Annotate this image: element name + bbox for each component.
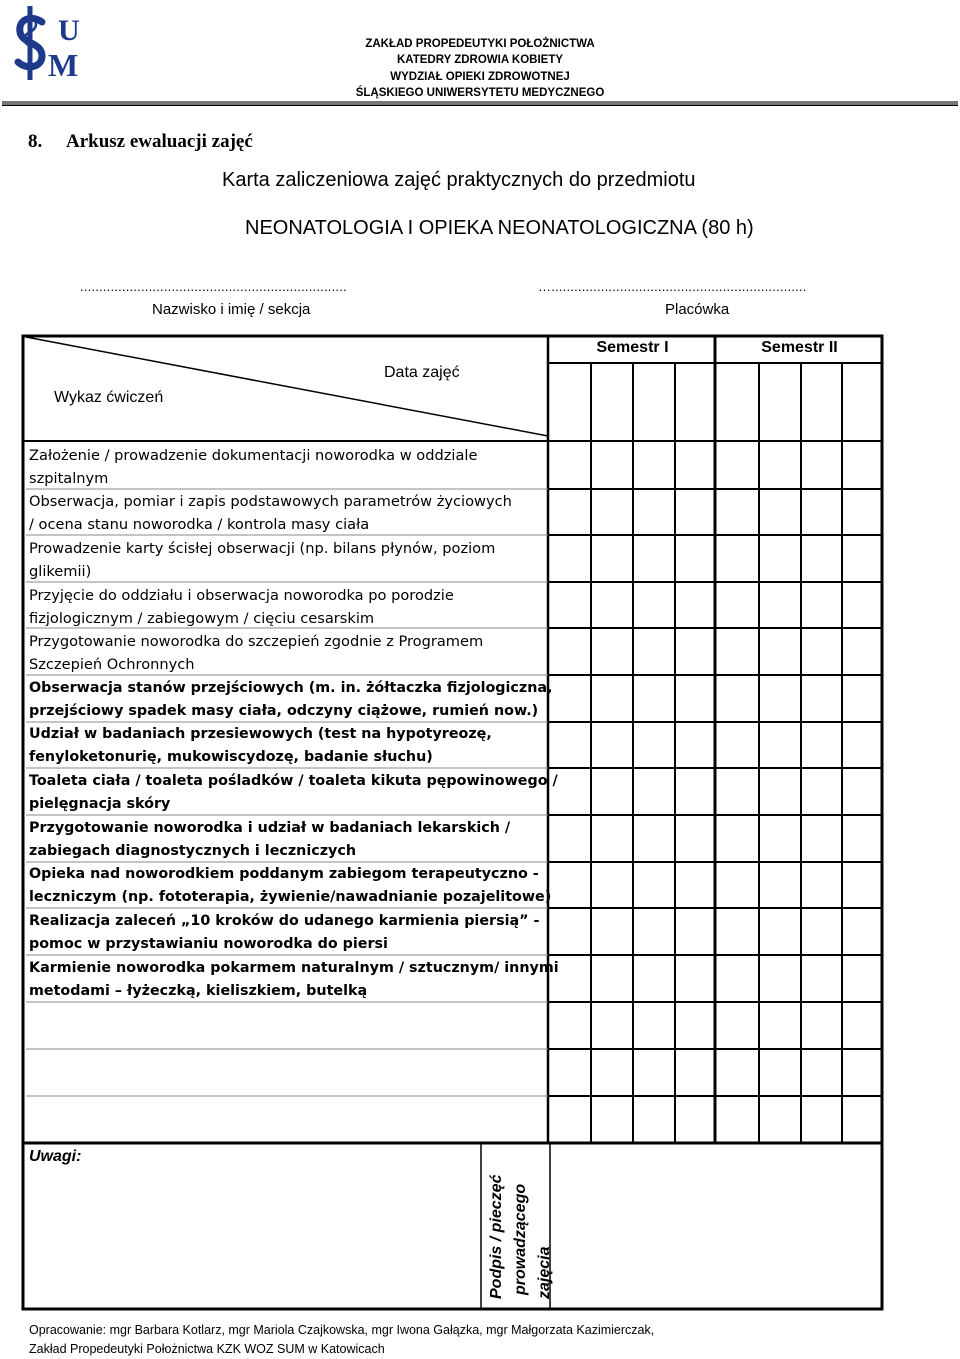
semester-1-label: Semestr I (596, 339, 669, 356)
name-label: Nazwisko i imię / sekcja (152, 301, 311, 318)
section-number: 8. (28, 131, 43, 152)
subject-title: NEONATOLOGIA I OPIEKA NEONATOLOGICZNA (80 h) (245, 217, 754, 239)
exercise-line: leczniczym (np. fototerapia, żywienie/nawadnianie pozajelitowe) (29, 889, 552, 905)
exercise-line: Udział w badaniach przesiewowych (test na hypotyreozę, (29, 726, 492, 742)
exercise-line: fenyloketonurię, mukowiscydozę, badanie słuchu) (29, 749, 433, 765)
exercise-row (29, 723, 549, 769)
exercise-line: metodami – łyżeczką, kieliszkiem, butelką (29, 983, 368, 999)
date-column-lines (591, 336, 842, 1143)
exercise-line: Prowadzenie karty ścisłej obserwacji (np. bilans płynów, poziom (29, 540, 496, 557)
org-line: WYDZIAŁ OPIEKI ZDROWOTNEJ (390, 70, 570, 83)
exercise-line: Przygotowanie noworodka do szczepień zgodnie z Programem (29, 633, 484, 650)
exercise-line: pielęgnacja skóry (29, 796, 171, 812)
exercise-row (29, 444, 549, 490)
footer-line: Opracowanie: mgr Barbara Kotlarz, mgr Mariola Czajkowska, mgr Iwona Gałązka, mgr Małgorzata Kazimierczak, (29, 1323, 655, 1337)
exercise-line: fizjologicznym / zabiegowym / cięciu cesarskim (29, 610, 375, 627)
signature-line: prowadzącego (512, 1183, 529, 1295)
exercise-line: Przygotowanie noworodka i udział w badaniach lekarskich / (29, 820, 511, 836)
exercise-row (29, 677, 553, 723)
exercise-line: / ocena stanu noworodka / kontrola masy ciała (29, 516, 370, 533)
exercise-line: Karmienie noworodka pokarmem naturalnym / sztucznym/ innymi (29, 960, 559, 976)
semester-2-label: Semestr II (761, 339, 838, 356)
exercise-row (29, 537, 549, 583)
signature-area[interactable] (486, 1165, 552, 1300)
exercise-row (29, 584, 549, 630)
exercise-line: Założenie / prowadzenie dokumentacji noworodka w oddziale (29, 447, 478, 464)
header-diagonal (26, 337, 548, 436)
exercises-label: Wykaz ćwiczeń (54, 389, 164, 406)
exercise-row (29, 863, 552, 909)
logo-letter-u: U (58, 14, 80, 47)
footer-line: Zakład Propedeutyki Położnictwa KZK WOZ SUM w Katowicach (29, 1342, 385, 1356)
exercise-line: Szczepień Ochronnych (29, 656, 195, 673)
exercise-line: zabiegach diagnostycznych i leczniczych (29, 843, 357, 859)
exercise-line: glikemii) (29, 563, 92, 580)
section-title: Arkusz ewaluacji zajęć (66, 131, 253, 152)
signature-line: zajęcia (536, 1246, 553, 1299)
exercise-line: przejściowy spadek masy ciała, odczyny ciążowe, rumień now.) (29, 703, 539, 719)
exercise-line: szpitalnym (29, 470, 109, 487)
remarks-label: Uwagi: (29, 1148, 82, 1165)
exercise-line: Obserwacja stanów przejściowych (m. in. żółtaczka fizjologiczna, (29, 680, 553, 696)
org-line: KATEDRY ZDROWIA KOBIETY (396, 54, 564, 67)
org-line: ZAKŁAD PROPEDEUTYKI POŁOŻNICTWA (365, 38, 595, 50)
exercise-row (29, 910, 549, 956)
exercise-row (29, 770, 558, 816)
logo-letter-m: M (48, 47, 79, 83)
exercise-line: Przyjęcie do oddziału i obserwacja noworodka po porodzie (29, 587, 454, 604)
exercise-row (29, 817, 549, 863)
exercise-line: Realizacja zaleceń „10 kroków do udanego karmienia piersią” - (29, 913, 540, 929)
exercise-row (29, 630, 549, 676)
exercise-row (29, 957, 559, 1003)
signature-line: Podpis / pieczęć (488, 1174, 505, 1299)
exercise-line: Obserwacja, pomiar i zapis podstawowych parametrów życiowych (29, 493, 512, 510)
date-label: Data zajęć (384, 364, 460, 381)
place-label: Placówka (665, 301, 730, 318)
name-dots[interactable]: ...................................................................... (80, 279, 347, 294)
exercise-row (29, 490, 549, 536)
exercise-line: pomoc w przystawianiu noworodka do piersi (29, 936, 388, 952)
exercise-line: Toaleta ciała / toaleta pośladków / toaleta kikuta pępowinowego / (29, 773, 558, 789)
exercise-line: Opieka nad noworodkiem poddanym zabiegom terapeutyczno - (29, 866, 539, 882)
card-title: Karta zaliczeniowa zajęć praktycznych do przedmiotu (222, 169, 696, 191)
footer (29, 1321, 654, 1359)
org-line: ŚLĄSKIEGO UNIWERSYTETU MEDYCZNEGO (355, 86, 605, 99)
place-dots[interactable]: …................................................................... (538, 279, 807, 294)
